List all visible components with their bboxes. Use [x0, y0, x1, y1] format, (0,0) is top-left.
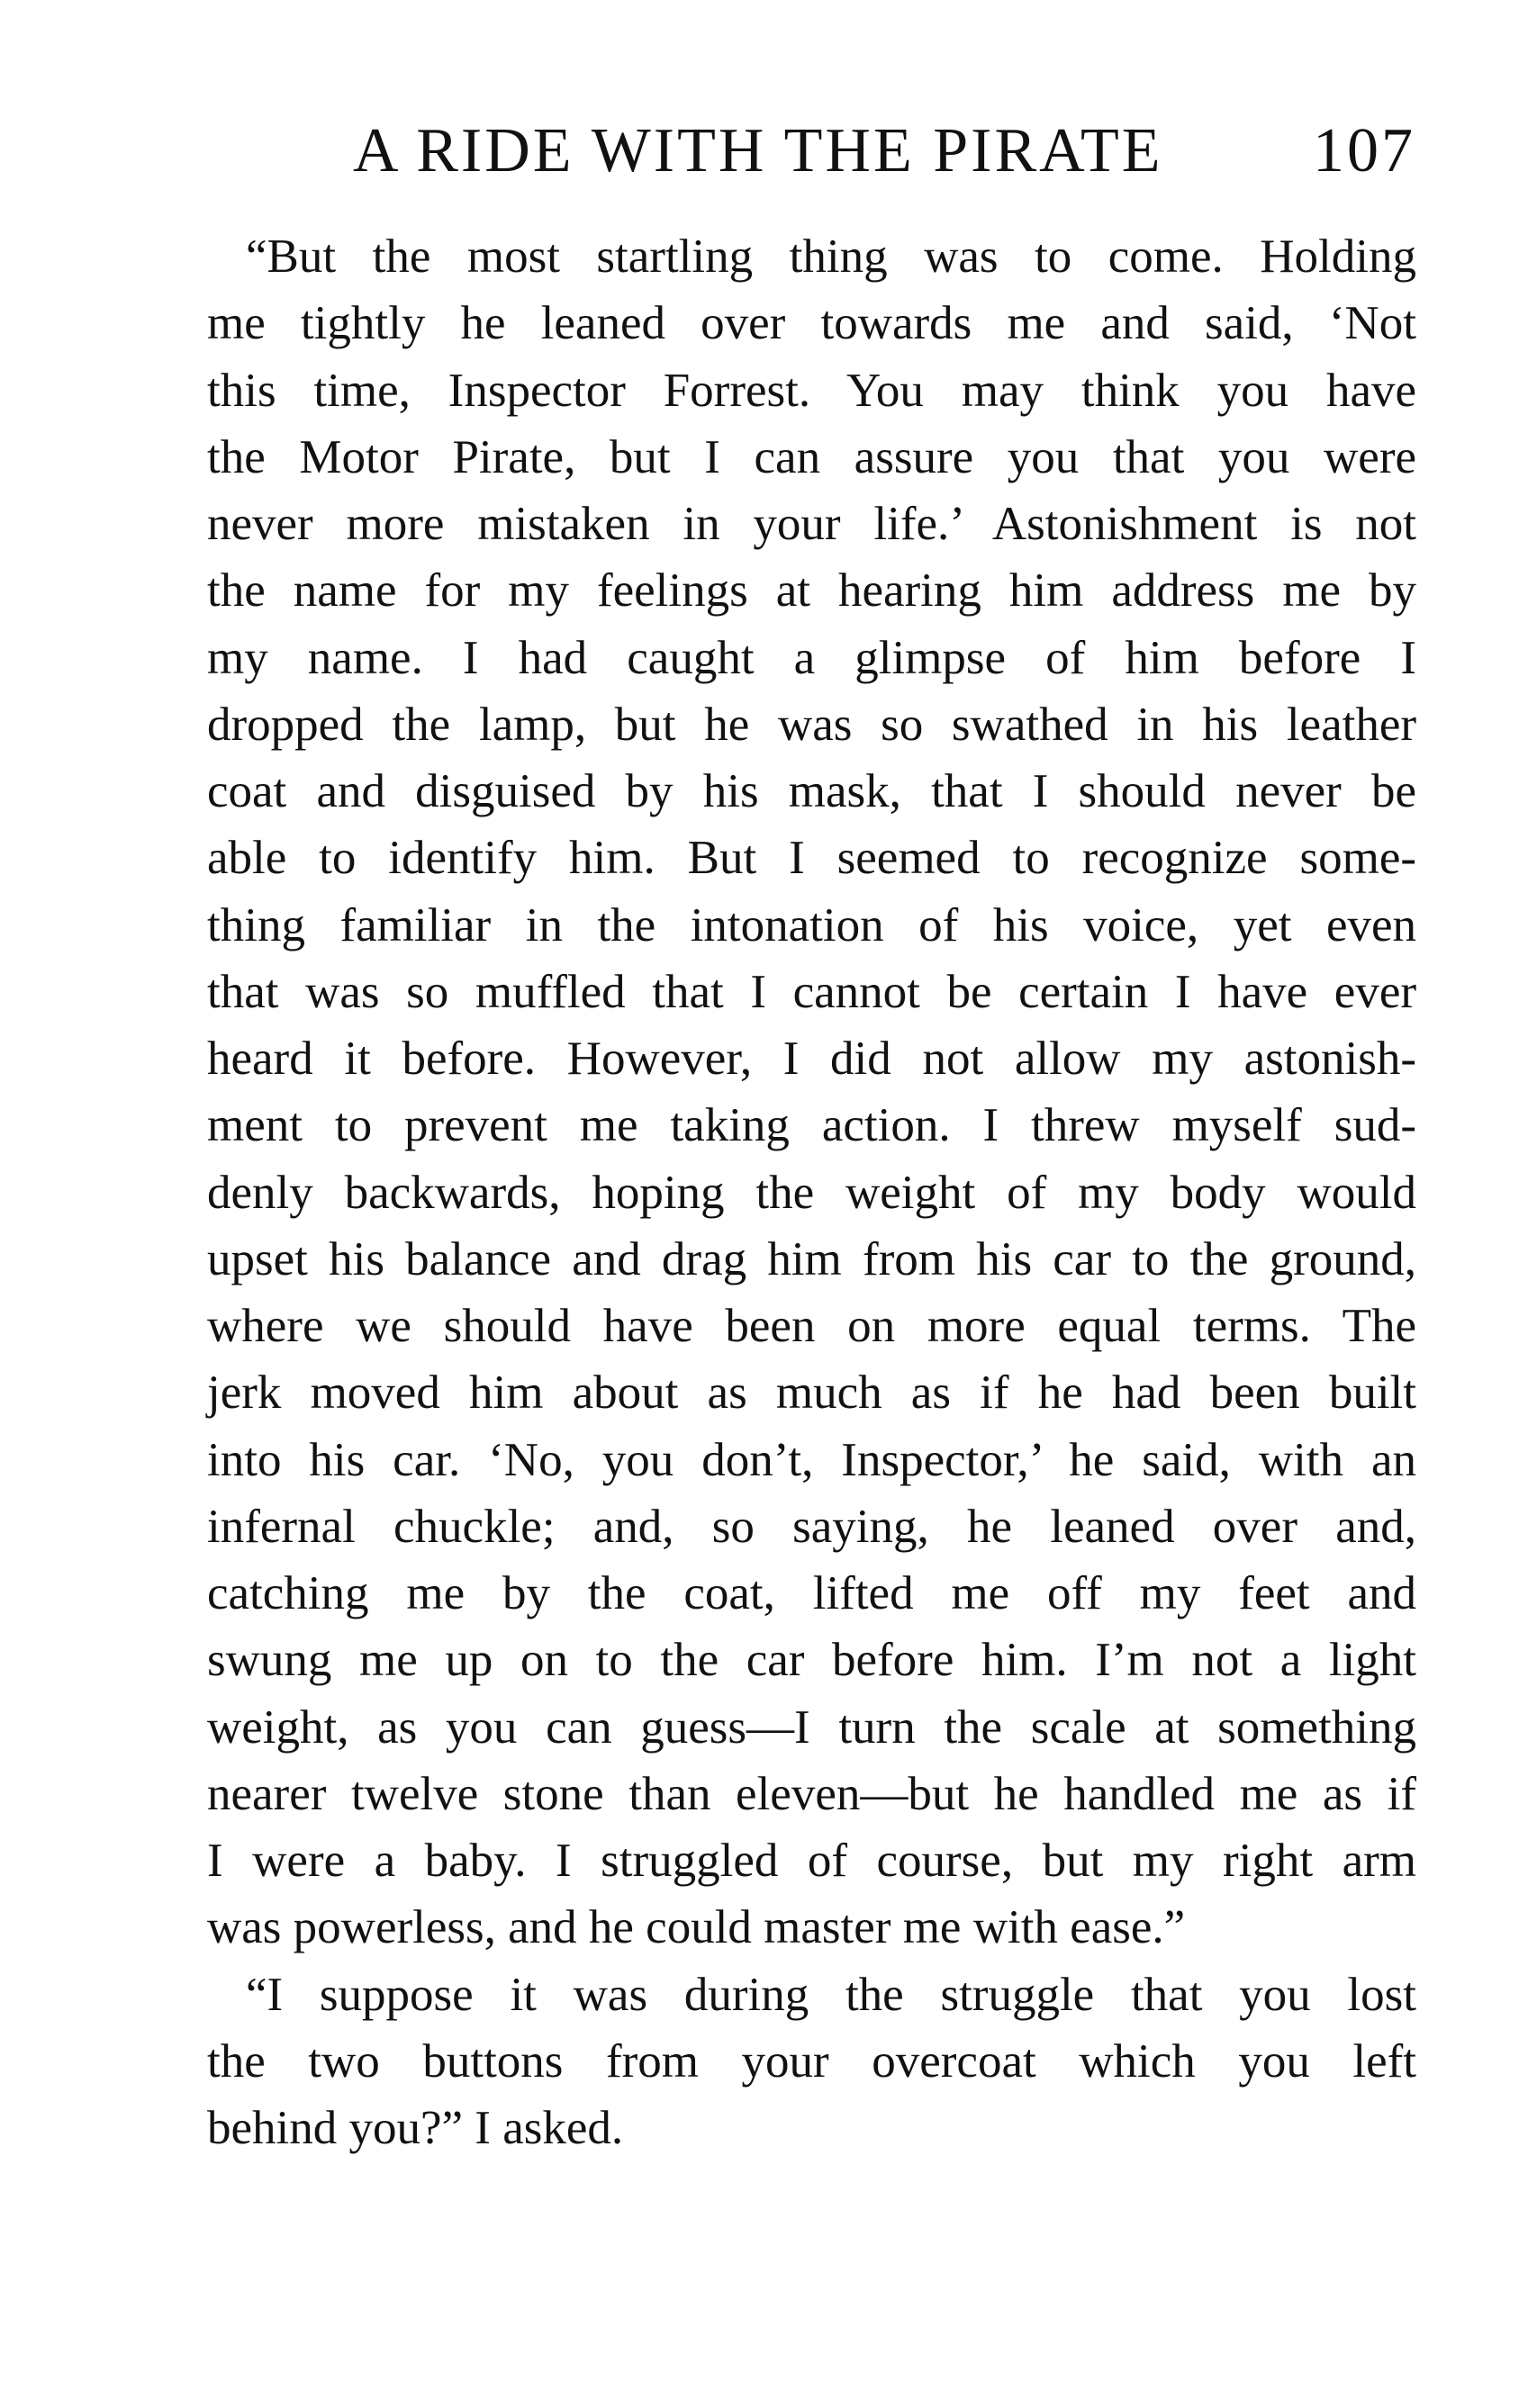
text-line: ment to prevent me taking action. I threw myself sud- — [207, 1099, 1416, 1152]
text-line: upset his balance and drag him from his car to the ground, — [207, 1232, 1416, 1285]
text-line: able to identify him. But I seemed to recognize some- — [207, 832, 1416, 885]
running-title: A RIDE WITH THE PIRATE — [353, 116, 1163, 185]
text-line: this time, Inspector Forrest. You may think you have — [207, 364, 1416, 417]
text-line: nearer twelve stone than eleven—but he handled me as if — [207, 1767, 1416, 1820]
text-line: was powerless, and he could master me with ease.” — [207, 1901, 1186, 1954]
text-line: “I suppose it was during the struggle that you lost — [246, 1968, 1416, 2021]
text-line: denly backwards, hoping the weight of my body would — [207, 1166, 1416, 1219]
text-line: my name. I had caught a glimpse of him before I — [207, 631, 1416, 684]
text-line: “But the most startling thing was to come. Holding — [246, 230, 1416, 283]
text-line: swung me up on to the car before him. I’m not a light — [207, 1634, 1416, 1687]
running-header — [353, 115, 1415, 196]
text-line: infernal chuckle; and, so saying, he leaned over and, — [207, 1500, 1416, 1553]
text-line: the two buttons from your overcoat which you left — [207, 2034, 1416, 2088]
text-line: I were a baby. I struggled of course, but my right arm — [207, 1835, 1416, 1887]
text-line: the name for my feelings at hearing him address me by — [207, 564, 1416, 618]
text-line: into his car. ‘No, you don’t, Inspector,’ he said, with an — [207, 1433, 1416, 1486]
text-line: dropped the lamp, but he was so swathed in his leather — [207, 698, 1416, 751]
text-line: weight, as you can guess—I turn the scale at something — [207, 1700, 1416, 1754]
text-line: thing familiar in the intonation of his voice, yet even — [207, 898, 1416, 951]
text-line: the Motor Pirate, but I can assure you that you were — [207, 430, 1416, 483]
text-line: heard it before. However, I did not allow my astonish- — [207, 1033, 1416, 1085]
page-number: 107 — [1313, 116, 1415, 185]
text-line: jerk moved him about as much as if he had been built — [207, 1366, 1416, 1420]
text-line: never more mistaken in your life.’ Astonishment is not — [207, 498, 1416, 550]
text-line: where we should have been on more equal terms. The — [207, 1300, 1416, 1352]
text-line: me tightly he leaned over towards me and said, ‘Not — [207, 297, 1416, 350]
page-body — [207, 223, 1416, 2161]
text-line: behind you?” I asked. — [207, 2102, 624, 2154]
text-line: catching me by the coat, lifted me off my feet and — [207, 1567, 1416, 1619]
text-line: that was so muffled that I cannot be certain I have ever — [207, 965, 1416, 1018]
text-line: coat and disguised by his mask, that I should never be — [207, 765, 1416, 817]
